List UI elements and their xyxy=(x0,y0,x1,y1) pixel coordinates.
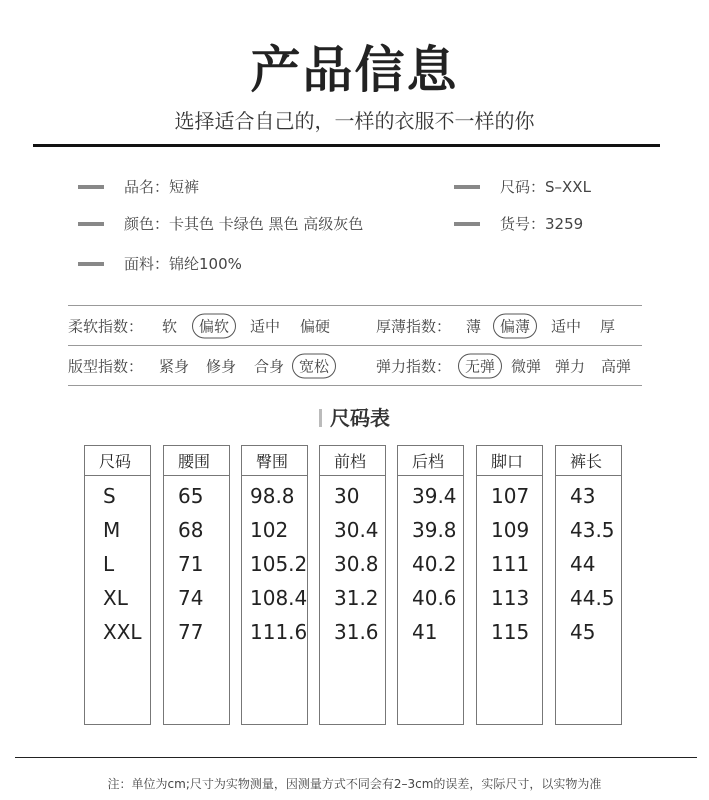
index-row-1 xyxy=(68,306,642,346)
title-accent-bar xyxy=(319,409,322,427)
table-cell: 71 xyxy=(178,552,204,576)
table-cell: 115 xyxy=(491,620,530,644)
dash-marker xyxy=(454,222,480,226)
table-cell: 111 xyxy=(491,552,530,576)
table-cell: 74 xyxy=(178,586,204,610)
softness-option: 适中 xyxy=(250,317,281,336)
info-fabric-text: 面料：锦纶100% xyxy=(124,255,242,273)
size-column xyxy=(241,445,308,725)
fit-option: 紧身 xyxy=(159,357,190,376)
thickness-option: 适中 xyxy=(551,317,582,336)
size-column xyxy=(84,445,151,725)
table-cell: 45 xyxy=(570,620,596,644)
index-divider xyxy=(68,385,642,386)
size-column xyxy=(319,445,386,725)
page-subtitle: 选择适合自己的，一样的衣服不一样的你 xyxy=(174,109,535,133)
size-chart-title xyxy=(0,402,709,431)
column-header: 后档 xyxy=(398,446,463,476)
dash-marker xyxy=(78,262,104,266)
dash-marker xyxy=(78,185,104,189)
size-column xyxy=(397,445,464,725)
softness-option-selected: 偏软 xyxy=(192,314,236,339)
table-cell: 43.5 xyxy=(570,518,615,542)
elasticity-label: 弹力指数： xyxy=(376,357,452,376)
table-cell: 98.8 xyxy=(250,484,295,508)
thickness-option-selected: 偏薄 xyxy=(493,314,537,339)
info-item-no xyxy=(454,213,583,234)
column-header: 臀围 xyxy=(242,446,307,476)
column-header: 裤长 xyxy=(556,446,621,476)
info-color-text: 颜色：卡其色 卡绿色 黑色 高级灰色 xyxy=(124,215,364,233)
table-cell: 30.4 xyxy=(334,518,379,542)
info-size-text: 尺码：S–XXL xyxy=(500,178,591,196)
fit-label: 版型指数： xyxy=(68,357,144,376)
info-fabric xyxy=(78,253,242,274)
thickness-option: 薄 xyxy=(466,317,482,336)
fit-option: 合身 xyxy=(254,357,285,376)
column-header: 脚口 xyxy=(477,446,542,476)
dash-marker xyxy=(78,222,104,226)
elasticity-option: 弹力 xyxy=(555,357,586,376)
softness-label: 柔软指数： xyxy=(68,317,144,336)
index-row-2 xyxy=(68,346,642,386)
table-cell: 39.4 xyxy=(412,484,457,508)
table-cell: XL xyxy=(103,586,128,610)
table-cell: 39.8 xyxy=(412,518,457,542)
elasticity-option: 微弹 xyxy=(511,357,542,376)
size-column xyxy=(476,445,543,725)
table-cell: XXL xyxy=(103,620,142,644)
table-cell: S xyxy=(103,484,116,508)
table-cell: 105.2 xyxy=(250,552,308,576)
table-cell: 107 xyxy=(491,484,530,508)
table-cell: 43 xyxy=(570,484,596,508)
size-column xyxy=(163,445,230,725)
table-cell: M xyxy=(103,518,121,542)
thickness-label: 厚薄指数： xyxy=(376,317,452,336)
info-name xyxy=(78,176,199,197)
table-cell: 40.2 xyxy=(412,552,457,576)
table-cell: 113 xyxy=(491,586,530,610)
page-title: 产品信息 xyxy=(250,41,459,99)
elasticity-option-selected: 无弹 xyxy=(458,354,502,379)
softness-option: 软 xyxy=(162,317,178,336)
table-cell: 102 xyxy=(250,518,289,542)
dash-marker xyxy=(454,185,480,189)
table-cell: L xyxy=(103,552,115,576)
table-cell: 68 xyxy=(178,518,204,542)
table-cell: 44.5 xyxy=(570,586,615,610)
info-color xyxy=(78,213,363,234)
table-cell: 65 xyxy=(178,484,204,508)
table-cell: 109 xyxy=(491,518,530,542)
column-header: 尺码 xyxy=(85,446,150,476)
info-name-text: 品名：短裤 xyxy=(124,178,200,196)
fit-option: 修身 xyxy=(206,357,237,376)
table-cell: 30.8 xyxy=(334,552,379,576)
table-cell: 108.4 xyxy=(250,586,308,610)
table-cell: 41 xyxy=(412,620,438,644)
info-size xyxy=(454,176,591,197)
table-cell: 77 xyxy=(178,620,204,644)
footnote: 注：单位为cm;尺寸为实物测量，因测量方式不同会有2–3cm的误差，实际尺寸，以实物为准 xyxy=(107,777,602,791)
column-header: 腰围 xyxy=(164,446,229,476)
table-cell: 31.2 xyxy=(334,586,379,610)
size-column xyxy=(555,445,622,725)
thickness-option: 厚 xyxy=(600,317,616,336)
fit-option-selected: 宽松 xyxy=(292,354,336,379)
info-item-no-text: 货号：3259 xyxy=(500,215,584,233)
column-header: 前档 xyxy=(320,446,385,476)
table-cell: 111.6 xyxy=(250,620,308,644)
size-chart-title-text: 尺码表 xyxy=(330,406,390,430)
table-cell: 31.6 xyxy=(334,620,379,644)
table-cell: 30 xyxy=(334,484,360,508)
elasticity-option: 高弹 xyxy=(601,357,632,376)
table-cell: 40.6 xyxy=(412,586,457,610)
bottom-divider xyxy=(15,757,697,758)
table-cell: 44 xyxy=(570,552,596,576)
softness-option: 偏硬 xyxy=(300,317,331,336)
top-divider xyxy=(33,144,660,147)
